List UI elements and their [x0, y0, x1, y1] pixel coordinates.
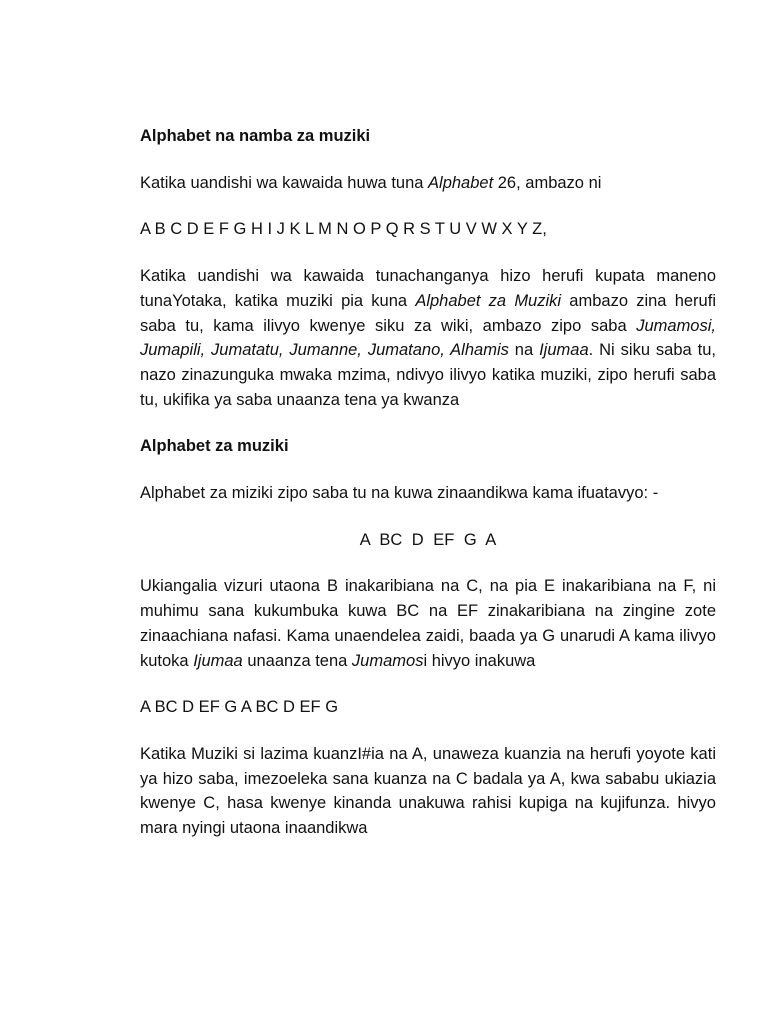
paragraph-alphabet-count: [140, 171, 716, 196]
italic-run: Alphabet: [428, 173, 494, 192]
italic-run: Jumamos: [351, 651, 424, 670]
paragraph-music-alphabet-intro: [140, 264, 716, 412]
text-run: i hivyo inakuwa: [423, 651, 536, 670]
italic-run: Jumamosi, Jumapili, Jumatatu, Jumanne, Jumatano, Alhamis: [140, 316, 716, 360]
text-run: Ukiangalia vizuri utaona B inakaribiana na C, na pia E inakaribiana na F, ni muhimu sana kukumbuka kuwa BC na EF zinakaribiana na zingine zote zinaachiana nafasi. Kama unaendelea zaidi, baada ya G unarudi A kama ilivyo kutoka: [140, 577, 716, 670]
section-heading-alphabet-za-muziki: Alphabet za muziki: [140, 437, 289, 456]
text-run: na: [508, 341, 540, 360]
paragraph-semitones: [140, 574, 716, 673]
italic-run: Ijumaa: [193, 651, 243, 670]
text-run: . Ni siku saba tu, nazo zinazunguka mwaka mzima, ndivyo ilivyo katika muziki, zipo herufi saba tu, ukifika ya saba unaanza tena ya kwanza: [140, 341, 716, 409]
text-run: Katika uandishi wa kawaida tunachanganya hizo herufi kupata maneno tunaYotaka, katika muziki pia kuna: [140, 267, 716, 310]
alphabet-line: A B C D E F G H I J K L M N O P Q R S T U V W X Y Z,: [140, 220, 547, 239]
italic-run: Ijumaa: [539, 341, 589, 360]
paragraph-starting-note: Katika Muziki si lazima kuanzI#ia na A, unaweza kuanzia na herufi yoyote kati ya hizo saba, imezoeleka sana kuanza na C badala ya A, kwa sababu ukiazia kwenye C, hasa kwenye kinanda unakuwa rahisi kupiga na kujifunza. hivyo mara nyingi utaona inaandikwa: [140, 744, 716, 838]
text-run: unaanza tena: [242, 651, 352, 670]
notes-line: A BC D EF G A: [359, 530, 497, 549]
section-heading-alphabet-na-namba: Alphabet na namba za muziki: [140, 127, 371, 145]
italic-run: Alphabet za Muziki: [415, 291, 562, 310]
text-run: 26, ambazo ni: [493, 173, 602, 192]
text-run: Katika uandishi wa kawaida huwa tuna: [140, 173, 429, 192]
paragraph-seven-letters: Alphabet za miziki zipo saba tu na kuwa zinaandikwa kama ifuatavyo: -: [140, 484, 659, 503]
sequence-line: A BC D EF G A BC D EF G: [140, 698, 339, 717]
text-run: ambazo zina herufi saba tu, kama ilivyo kwenye siku za wiki, ambazo zipo saba: [140, 291, 716, 335]
